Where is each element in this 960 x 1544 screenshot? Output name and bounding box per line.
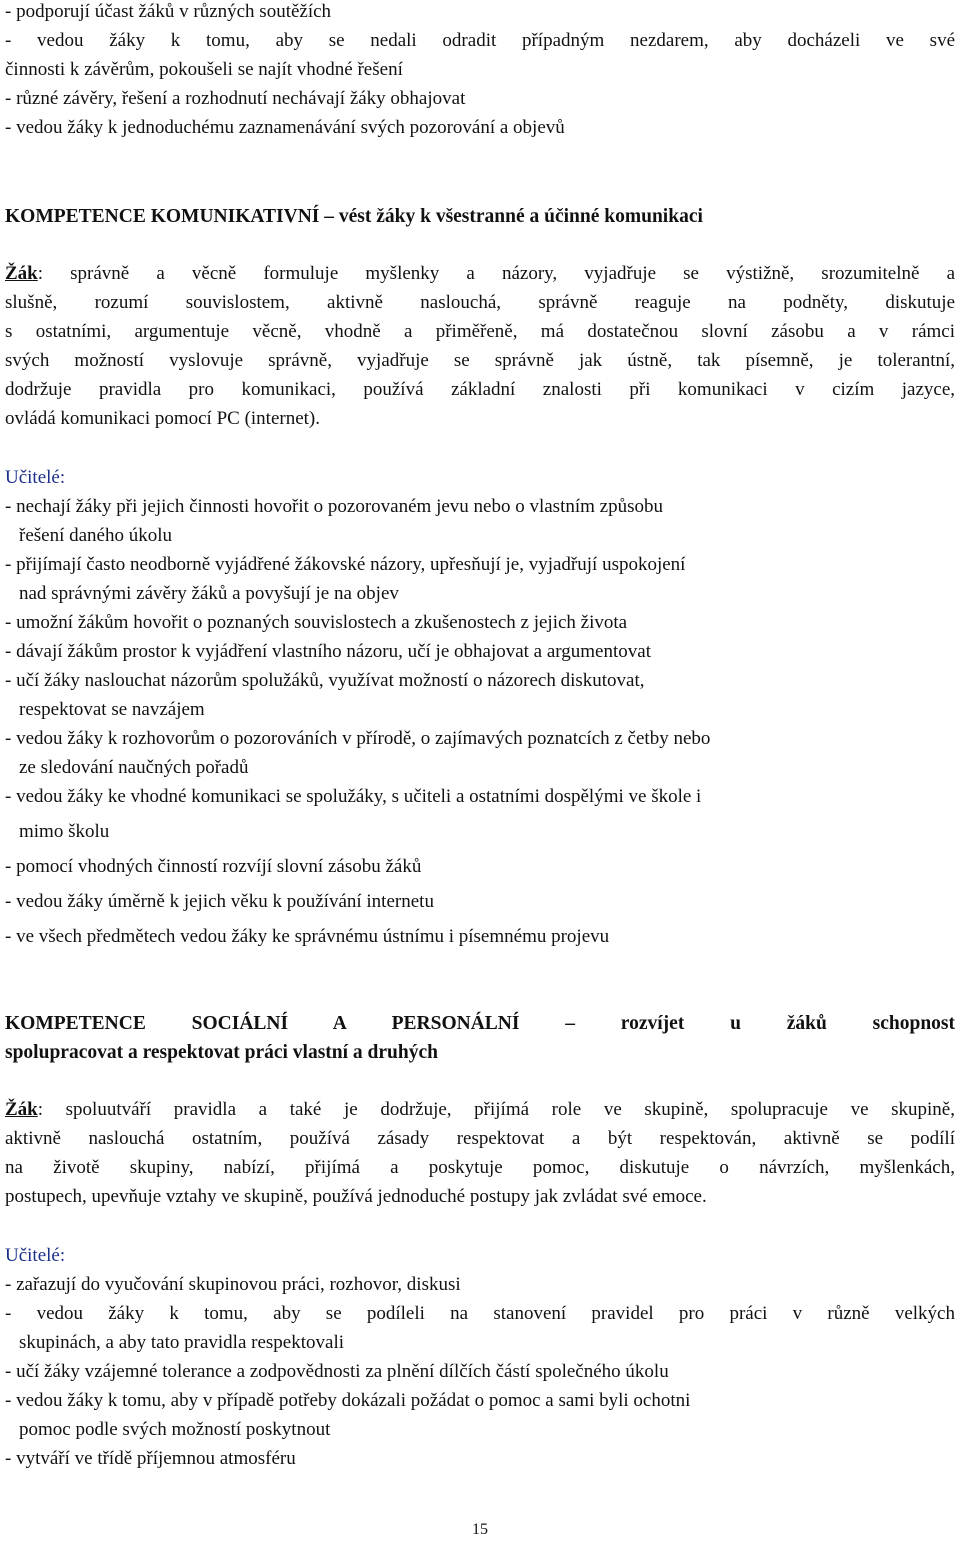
list-item: řešení daného úkolu	[19, 525, 173, 546]
list-item: - vedou žáky k rozhovorům o pozorováních v přírodě, o zajímavých poznatcích z četby nebo	[5, 728, 711, 749]
list-item: pomoc podle svých možností poskytnout	[19, 1419, 331, 1440]
list-item: - vedou žáky úměrně k jejich věku k používání internetu	[5, 891, 434, 912]
list-item: nad správnými závěry žáků a povyšují je na objev	[19, 583, 399, 604]
list-item: - různé závěry, řešení a rozhodnutí nechávají žáky obhajovat	[5, 88, 466, 109]
list-item: - pomocí vhodných činností rozvíjí slovní zásobu žáků	[5, 856, 422, 877]
ucitele-label: Učitelé:	[5, 1245, 66, 1266]
list-item: - vytváří ve třídě příjemnou atmosféru	[5, 1448, 296, 1469]
list-item: - vedou žáky k tomu, aby se nedali odradit případným nezdarem, aby docházeli ve své	[5, 30, 955, 51]
list-item: - podporují účast žáků v různých soutěžích	[5, 1, 332, 22]
list-item: ze sledování naučných pořadů	[19, 757, 249, 778]
list-item: - zařazují do vyučování skupinovou práci, rozhovor, diskusi	[5, 1274, 461, 1295]
list-item: - ve všech předmětech vedou žáky ke správnému ústnímu i písemnému projevu	[5, 926, 610, 947]
list-item: mimo školu	[19, 821, 110, 842]
komunikativni-zak-paragraph: Žák: správně a věcně formuluje myšlenky a názory, vyjadřuje se výstižně, srozumitelně a slušně, rozumí souvislostem, aktivně naslouchá, správně reaguje na podněty, diskutuje s ostatními, argumentuje věcně, vhodně a přiměřeně, má dostatečnou slovní zásobu a v rámci svých možností vyslovuje správně, vyjadřuje se správně jak ústně, tak písemně, je tolerantní, dodržuje pravidla pro komunikaci, používá základní znalosti při komunikaci v cizím jazyce, ovládá komunikaci pomocí PC (internet).	[5, 263, 955, 429]
section-heading-socialni: KOMPETENCE SOCIÁLNÍ A PERSONÁLNÍ – rozvíjet u žáků schopnost	[5, 1013, 955, 1034]
list-item: respektovat se navzájem	[19, 699, 205, 720]
list-item: - učí žáky vzájemné tolerance a zodpovědnosti za plnění dílčích částí společného úkolu	[5, 1361, 669, 1382]
list-item: - vedou žáky k tomu, aby v případě potřeby dokázali požádat o pomoc a sami byli ochotni	[5, 1390, 691, 1411]
list-item: - vedou žáky k jednoduchému zaznamenávání svých pozorování a objevů	[5, 117, 565, 138]
page-number: 15	[472, 1521, 488, 1538]
list-item: skupinách, a aby tato pravidla respektovali	[19, 1332, 345, 1353]
document-page	[5, 0, 955, 1473]
list-item: - učí žáky naslouchat názorům spolužáků, využívat možností o názorech diskutovat,	[5, 670, 645, 691]
section-heading-komunikativni: KOMPETENCE KOMUNIKATIVNÍ – vést žáky k všestranné a účinné komunikaci	[5, 206, 703, 227]
list-item: - vedou žáky ke vhodné komunikaci se spolužáky, s učiteli a ostatními dospělými ve škole i	[5, 786, 702, 807]
socialni-ucitele-list	[5, 1270, 955, 1473]
komunikativni-ucitele-list-continued	[5, 817, 955, 951]
zak-label: Žák	[5, 263, 38, 284]
list-item: činnosti k závěrům, pokoušeli se najít vhodné řešení	[5, 59, 403, 80]
list-item: - umožní žákům hovořit o poznaných souvislostech a zkušenostech z jejich života	[5, 612, 628, 633]
socialni-zak-paragraph: Žák: spoluutváří pravidla a také je dodržuje, přijímá role ve skupině, spolupracuje ve skupině, aktivně naslouchá ostatním, používá zásady respektovat a být respektován, aktivně se podílí na životě skupiny, nabízí, přijímá a poskytuje pomoc, diskutuje o návrzích, myšlenkách, postupech, upevňuje vztahy ve skupině, používá jednoduché postupy jak zvládat své emoce.	[5, 1099, 955, 1207]
zak-label: Žák	[5, 1099, 38, 1120]
list-item: - nechají žáky při jejich činnosti hovořit o pozorovaném jevu nebo o vlastním způsobu	[5, 496, 663, 517]
top-list	[5, 0, 955, 142]
list-item: - dávají žákům prostor k vyjádření vlastního názoru, učí je obhajovat a argumentovat	[5, 641, 651, 662]
komunikativni-ucitele-list	[5, 492, 955, 811]
list-item: - vedou žáky k tomu, aby se podíleli na stanovení pravidel pro práci v různě velkých	[5, 1303, 955, 1324]
list-item: - přijímají často neodborně vyjádřené žákovské názory, upřesňují je, vyjadřují uspokojení	[5, 554, 686, 575]
section-heading-socialni-cont: spolupracovat a respektovat práci vlastní a druhých	[5, 1042, 438, 1063]
ucitele-label: Učitelé:	[5, 467, 66, 488]
